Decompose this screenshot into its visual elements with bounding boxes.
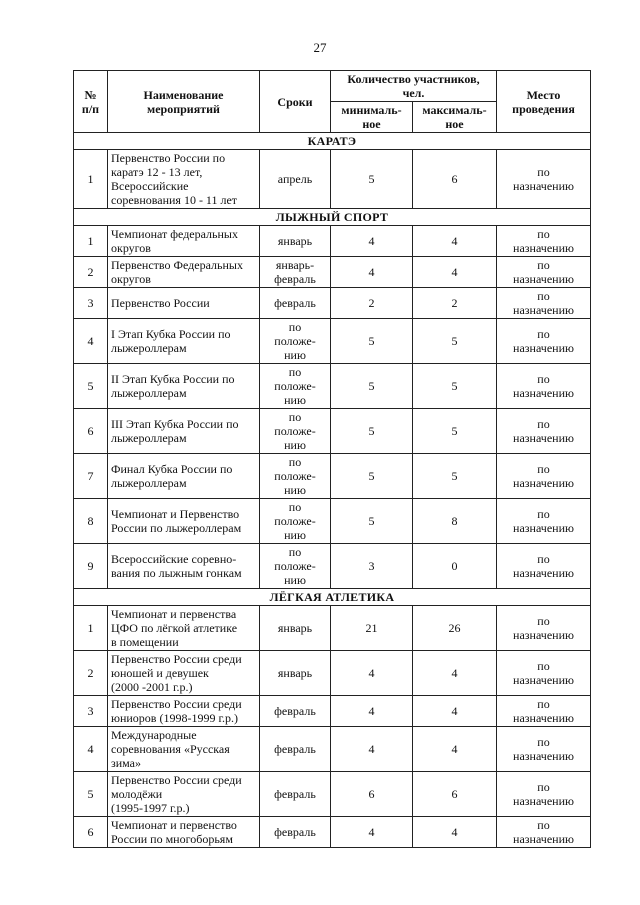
cell-num: 4 [74,319,108,364]
cell-name: Первенство России [108,288,260,319]
cell-date: февраль [260,817,331,848]
cell-place: по назначению [497,499,591,544]
cell-place: по назначению [497,606,591,651]
cell-date: февраль [260,696,331,727]
cell-min: 5 [331,150,413,209]
cell-place: по назначению [497,288,591,319]
cell-name: Чемпионат и первенства ЦФО по лёгкой атлетике в помещении [108,606,260,651]
cell-min: 5 [331,319,413,364]
cell-max: 6 [413,150,497,209]
cell-num: 3 [74,288,108,319]
table-row [74,319,591,364]
cell-date: апрель [260,150,331,209]
cell-max: 26 [413,606,497,651]
cell-place: по назначению [497,226,591,257]
cell-place: по назначению [497,454,591,499]
cell-num: 4 [74,727,108,772]
cell-date: по положе- нию [260,409,331,454]
section-title: ЛЫЖНЫЙ СПОРТ [74,209,591,226]
cell-name: Первенство России среди молодёжи (1995-1997 г.р.) [108,772,260,817]
cell-place: по назначению [497,696,591,727]
cell-min: 21 [331,606,413,651]
cell-min: 4 [331,696,413,727]
cell-name: Чемпионат федеральных округов [108,226,260,257]
cell-name: Международные соревнования «Русская зима» [108,727,260,772]
table-row [74,364,591,409]
section-title: ЛЁГКАЯ АТЛЕТИКА [74,589,591,606]
cell-date: январь [260,226,331,257]
cell-place: по назначению [497,364,591,409]
table-row [74,544,591,589]
cell-min: 4 [331,257,413,288]
page-number: 27 [313,40,327,55]
header-name: Наименование мероприятий [108,71,260,133]
cell-min: 5 [331,409,413,454]
table-row [74,150,591,209]
cell-name: III Этап Кубка России по лыжероллерам [108,409,260,454]
cell-date: январь [260,651,331,696]
cell-date: по положе- нию [260,319,331,364]
cell-max: 5 [413,454,497,499]
cell-max: 4 [413,727,497,772]
table-body [74,133,591,848]
cell-min: 2 [331,288,413,319]
table-row [74,454,591,499]
table-row [74,288,591,319]
cell-date: по положе- нию [260,364,331,409]
section-row [74,133,591,150]
cell-place: по назначению [497,150,591,209]
cell-date: февраль [260,288,331,319]
table-row [74,727,591,772]
header-date: Сроки [260,71,331,133]
cell-date: январь [260,606,331,651]
cell-name: Финал Кубка России по лыжероллерам [108,454,260,499]
cell-num: 5 [74,364,108,409]
table-row [74,772,591,817]
cell-date: по положе- нию [260,499,331,544]
cell-place: по назначению [497,817,591,848]
cell-min: 6 [331,772,413,817]
header-num: № п/п [74,71,108,133]
cell-name: Первенство России среди юниоров (1998-1999 г.р.) [108,696,260,727]
cell-place: по назначению [497,409,591,454]
cell-name: Чемпионат и первенство России по многоборьям [108,817,260,848]
cell-name: Всероссийские соревно- вания по лыжным гонкам [108,544,260,589]
header-participants: Количество участников, чел. [331,71,497,102]
table-row [74,499,591,544]
cell-name: Первенство России по каратэ 12 - 13 лет, Всероссийские соревнования 10 - 11 лет [108,150,260,209]
cell-date: январь- февраль [260,257,331,288]
cell-num: 1 [74,150,108,209]
cell-min: 4 [331,727,413,772]
cell-num: 8 [74,499,108,544]
cell-name: II Этап Кубка России по лыжероллерам [108,364,260,409]
cell-num: 2 [74,257,108,288]
cell-num: 1 [74,226,108,257]
cell-max: 6 [413,772,497,817]
cell-place: по назначению [497,319,591,364]
cell-num: 6 [74,817,108,848]
cell-name: Первенство Федеральных округов [108,257,260,288]
cell-date: по положе- нию [260,454,331,499]
cell-min: 5 [331,454,413,499]
section-row [74,209,591,226]
cell-num: 1 [74,606,108,651]
cell-name: I Этап Кубка России по лыжероллерам [108,319,260,364]
table-row [74,257,591,288]
header-min: минималь- ное [331,102,413,133]
cell-max: 8 [413,499,497,544]
cell-num: 2 [74,651,108,696]
cell-place: по назначению [497,727,591,772]
cell-max: 4 [413,696,497,727]
cell-max: 2 [413,288,497,319]
cell-min: 5 [331,364,413,409]
cell-max: 5 [413,409,497,454]
cell-name: Чемпионат и Первенство России по лыжероллерам [108,499,260,544]
events-table [73,70,591,848]
cell-min: 4 [331,817,413,848]
cell-max: 0 [413,544,497,589]
table-header [74,71,591,133]
section-row [74,589,591,606]
cell-place: по назначению [497,544,591,589]
table-row [74,817,591,848]
table-row [74,409,591,454]
cell-num: 9 [74,544,108,589]
cell-max: 4 [413,257,497,288]
cell-min: 4 [331,226,413,257]
table-row [74,651,591,696]
cell-max: 5 [413,364,497,409]
cell-max: 4 [413,651,497,696]
cell-max: 5 [413,319,497,364]
cell-num: 6 [74,409,108,454]
cell-num: 7 [74,454,108,499]
cell-date: февраль [260,727,331,772]
cell-date: по положе- нию [260,544,331,589]
cell-min: 4 [331,651,413,696]
cell-max: 4 [413,226,497,257]
cell-place: по назначению [497,772,591,817]
cell-max: 4 [413,817,497,848]
table-row [74,696,591,727]
cell-place: по назначению [497,257,591,288]
cell-min: 5 [331,499,413,544]
cell-num: 3 [74,696,108,727]
header-max: максималь- ное [413,102,497,133]
section-title: КАРАТЭ [74,133,591,150]
cell-place: по назначению [497,651,591,696]
cell-num: 5 [74,772,108,817]
cell-date: февраль [260,772,331,817]
cell-name: Первенство России среди юношей и девушек (2000 -2001 г.р.) [108,651,260,696]
table-row [74,226,591,257]
cell-min: 3 [331,544,413,589]
table-row [74,606,591,651]
header-place: Место проведения [497,71,591,133]
